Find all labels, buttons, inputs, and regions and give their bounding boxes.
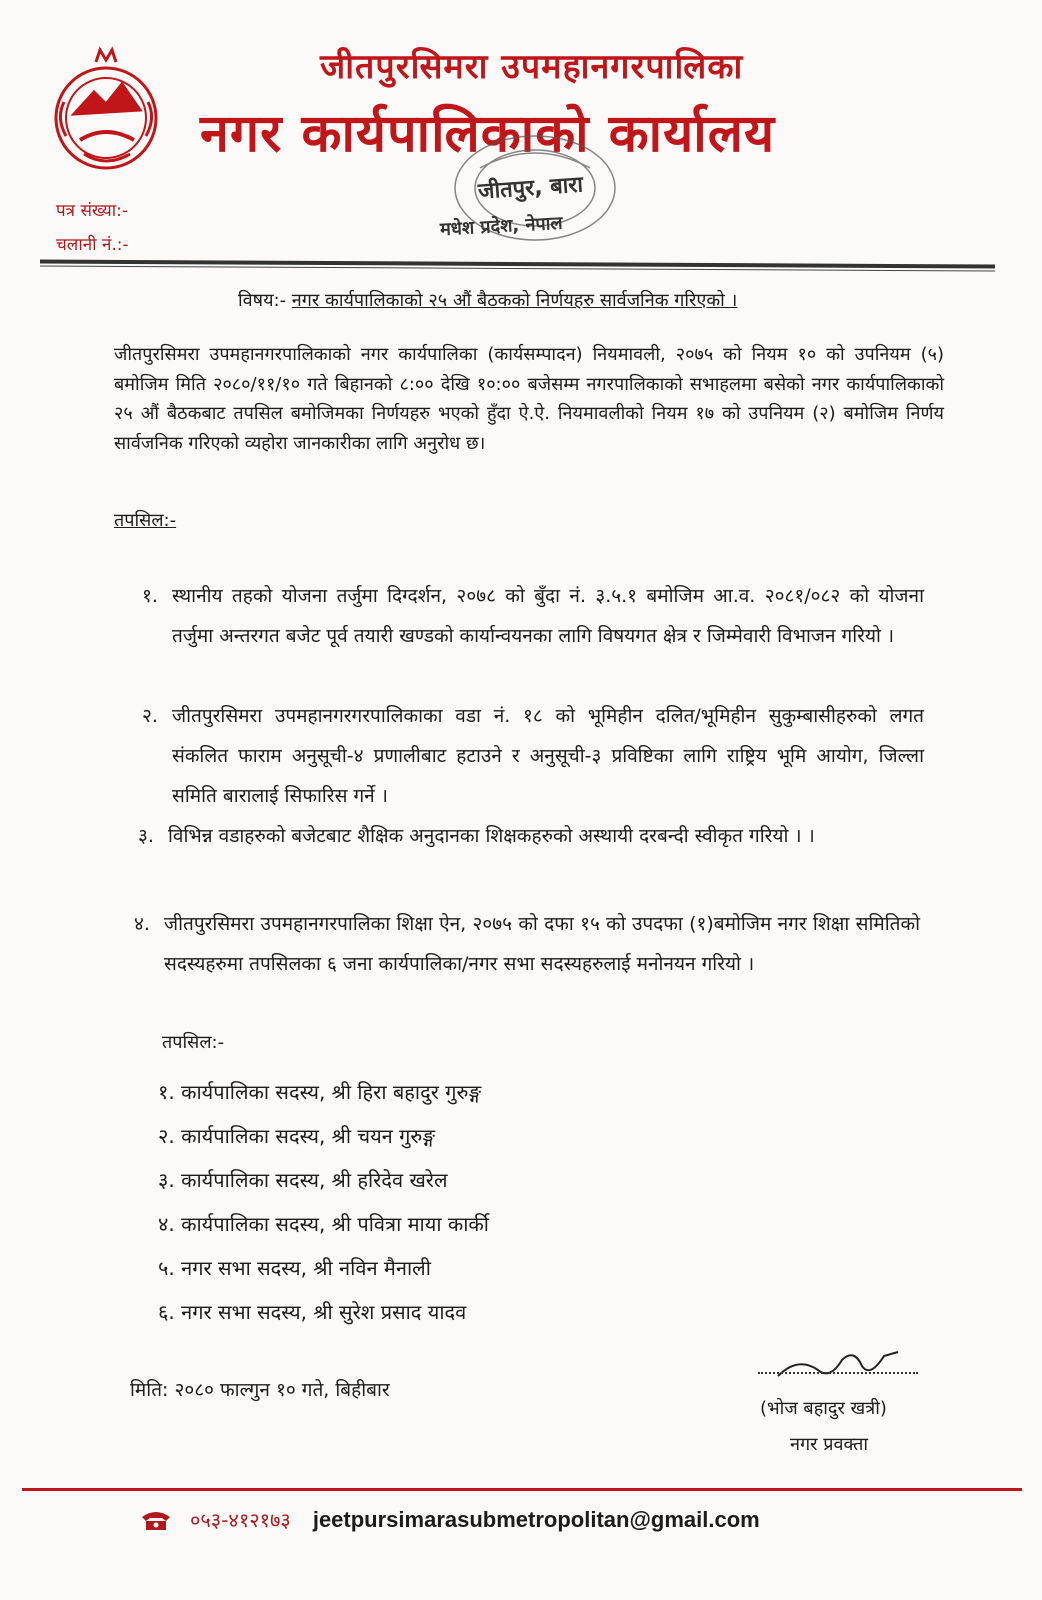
member-item: ६. नगर सभा सदस्य, श्री सुरेश प्रसाद यादव xyxy=(158,1300,467,1324)
decision-number: १. xyxy=(142,585,158,607)
nepal-emblem-icon xyxy=(44,44,168,184)
decision-text: विभिन्न वडाहरुको बजेटबाट शैक्षिक अनुदानका शिक्षकहरुको अस्थायी दरबन्दी स्वीकृत गरियो । । xyxy=(168,825,815,847)
decision-item xyxy=(134,904,920,984)
member-item: २. कार्यपालिका सदस्य, श्री चयन गुरुङ्ग xyxy=(158,1124,436,1148)
details-label: तपसिल:- xyxy=(114,510,177,531)
decision-item xyxy=(142,696,924,816)
email-address[interactable]: jeetpursimarasubmetropolitan@gmail.com xyxy=(312,1506,760,1532)
member-item: ३. कार्यपालिका सदस्य, श्री हरिदेव खरेल xyxy=(158,1168,448,1192)
decision-number: ३. xyxy=(138,825,154,847)
letter-date: मिति: २०८० फाल्गुन १० गते, बिहीबार xyxy=(130,1379,390,1401)
signature-line xyxy=(758,1372,918,1374)
letter-number-label: पत्र संख्या:- xyxy=(56,201,129,221)
dispatch-number-label: चलानी नं.:- xyxy=(56,235,129,255)
decision-item xyxy=(142,576,924,656)
subject-line xyxy=(238,288,737,312)
signatory-title: नगर प्रवक्ता xyxy=(790,1434,869,1455)
office-name: नगर कार्यपालिकाको कार्यालय xyxy=(200,104,776,164)
seal-text-2: मधेश प्रदेश, नेपाल xyxy=(439,212,564,241)
intro-paragraph: जीतपुरसिमरा उपमहानगरपालिकाको नगर कार्यपालिका (कार्यसम्पादन) नियमावली, २०७५ को नियम १० को उपनियम (५) बमोजिम मिति २०८०/११/१० गते बिहानको ८:०० देखि १०:०० बजेसम्म नगरपालिकाको सभाहलमा बसेको नगर कार्यपालिकाको २५ औं बैठकबाट तपसिल बमोजिमका निर्णयहरु भएको हुँदा ऐ.ऐ. नियमावलीको नियम १७ को उपनियम (२) बमोजिम निर्णय सार्वजनिक गरिएको व्यहोरा जानकारीका लागि अनुरोध छ। xyxy=(114,344,944,454)
footer-contact xyxy=(140,1506,760,1533)
member-item: ५. नगर सभा सदस्य, श्री नविन मैनाली xyxy=(158,1256,431,1280)
decision-text: स्थानीय तहको योजना तर्जुमा दिग्दर्शन, २०७८ को बुँदा नं. ३.५.१ बमोजिम आ.व. २०८१/०८२ को योजना तर्जुमा अन्तरगत बजेट पूर्व तयारी खण्डको कार्यान्वयनका लागि विषयगत क्षेत्र र जिम्मेवारी विभाजन गरियो । xyxy=(172,585,924,647)
footer-divider xyxy=(22,1488,1022,1491)
members-label: तपसिल:- xyxy=(162,1032,225,1053)
decision-text: जीतपुरसिमरा उपमहानगरपालिका शिक्षा ऐन, २०७५ को दफा १५ को उपदफा (१)बमोजिम नगर शिक्षा समितिको सदस्यहरुमा तपसिलका ६ जना कार्यपालिका/नगर सभा सदस्यहरुलाई मनोनयन गरियो । xyxy=(164,913,920,975)
decision-text: जीतपुरसिमरा उपमहानगरगरपालिकाका वडा नं. १८ को भूमिहीन दलित/भूमिहीन सुकुम्बासीहरुको लगत संकलित फाराम अनुसूची-४ प्रणालीबाट हटाउने र अनुसूची-३ प्रविष्टिका लागि राष्ट्रिय भूमि आयोग, जिल्ला समिति बारालाई सिफारिस गर्ने । xyxy=(172,705,924,807)
subject-text: नगर कार्यपालिकाको २५ औं बैठकको निर्णयहरु सार्वजनिक गरिएको । xyxy=(291,290,738,311)
seal-text-1: जीतपुर, बारा xyxy=(477,172,584,205)
signatory-name: (भोज बहादुर खत्री) xyxy=(760,1398,887,1419)
member-item: ४. कार्यपालिका सदस्य, श्री पवित्रा माया कार्की xyxy=(158,1212,489,1236)
member-item: १. कार्यपालिका सदस्य, श्री हिरा बहादुर गुरुङ्ग xyxy=(158,1080,482,1104)
signature-icon xyxy=(758,1346,908,1386)
subject-label: विषय:- xyxy=(238,290,292,311)
phone-number: ०५३-४१२१७३ xyxy=(190,1508,291,1532)
decision-number: ४. xyxy=(134,913,150,935)
decision-number: २. xyxy=(142,705,158,727)
decision-item xyxy=(138,816,920,856)
org-name: जीतपुरसिमरा उपमहानगरपालिका xyxy=(320,47,744,87)
telephone-icon xyxy=(140,1509,172,1531)
